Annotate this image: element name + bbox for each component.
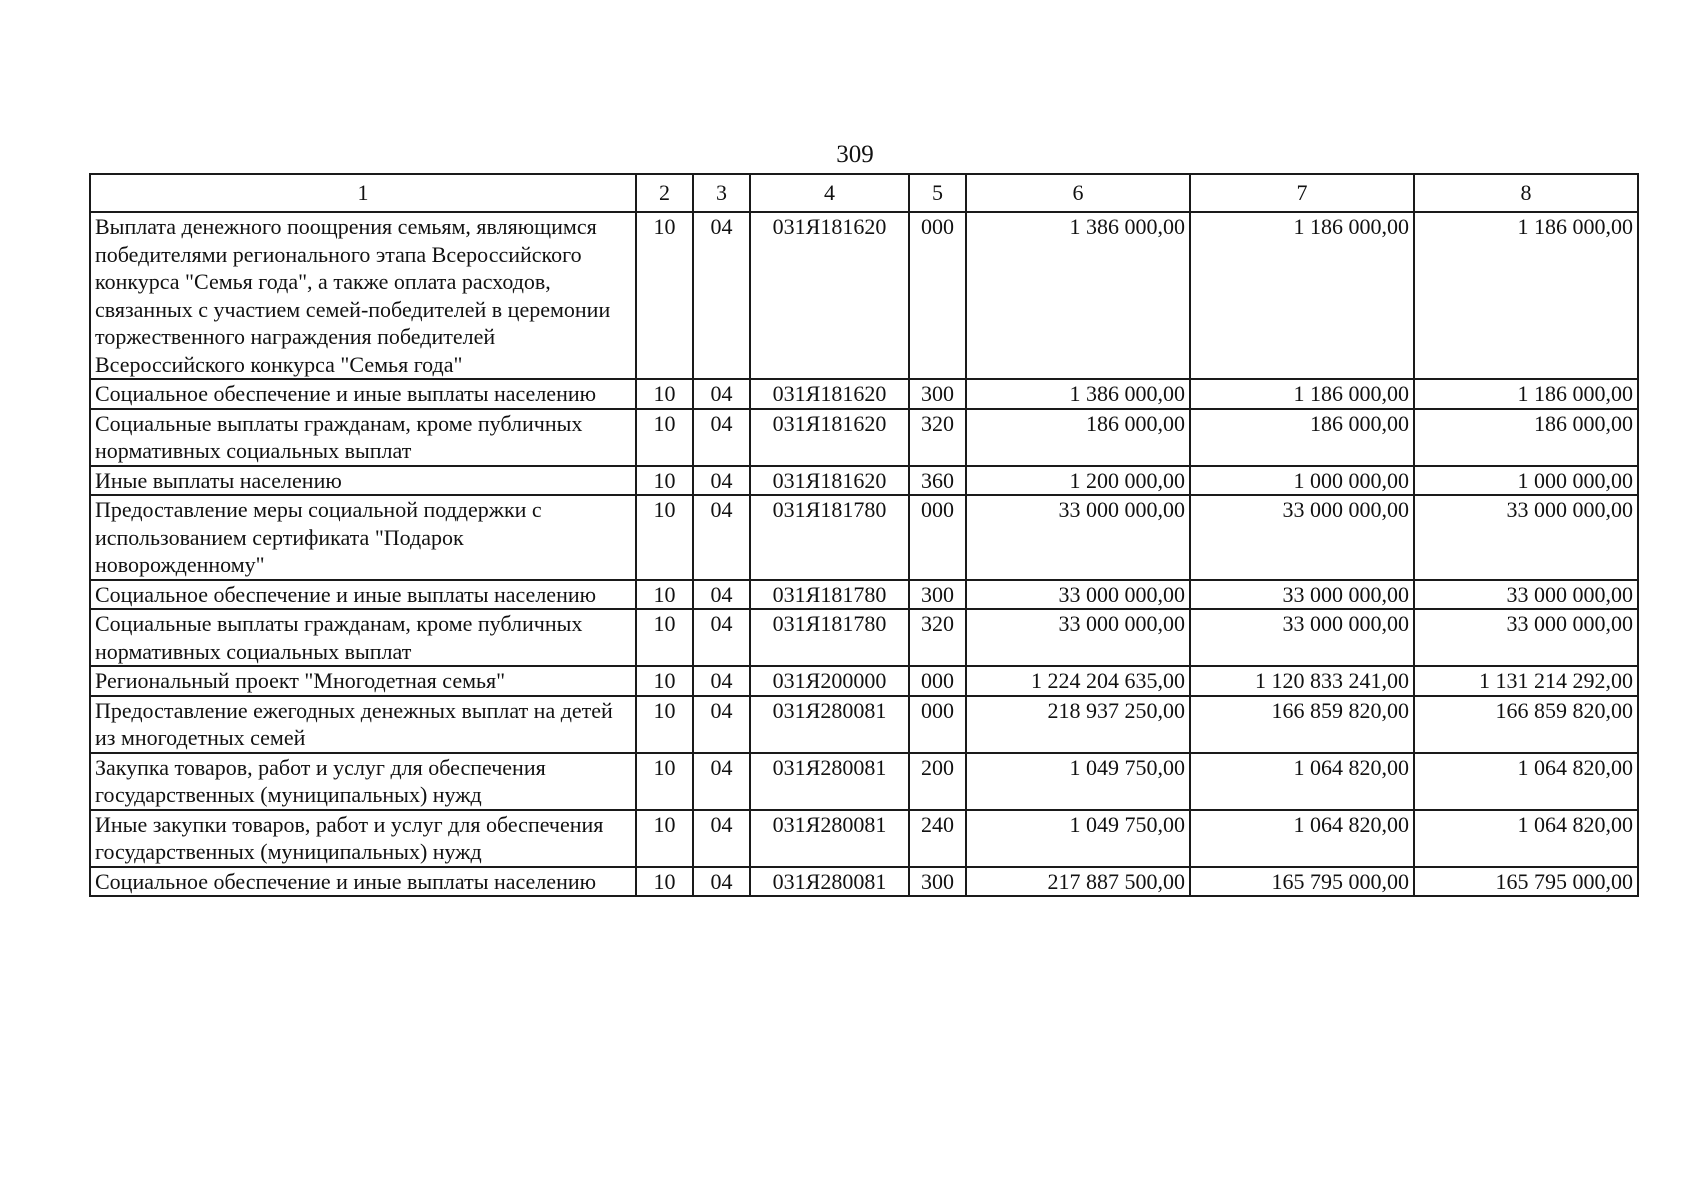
row-name: Региональный проект "Многодетная семья": [90, 666, 636, 696]
amount-col7: 186 000,00: [1190, 409, 1414, 466]
target-article-code: 031Я181620: [750, 212, 909, 379]
amount-col6: 1 049 750,00: [966, 810, 1190, 867]
section-code: 10: [636, 867, 693, 897]
expense-type-code: 320: [909, 609, 966, 666]
target-article-code: 031Я280081: [750, 696, 909, 753]
column-header: 6: [966, 174, 1190, 212]
table-row: [90, 867, 1638, 897]
amount-col8: 1 064 820,00: [1414, 753, 1638, 810]
row-name: Социальные выплаты гражданам, кроме публичных нормативных социальных выплат: [90, 409, 636, 466]
row-name: Социальное обеспечение и иные выплаты населению: [90, 867, 636, 897]
table-row: [90, 466, 1638, 496]
table-row: [90, 495, 1638, 580]
subsection-code: 04: [693, 666, 750, 696]
expense-type-code: 320: [909, 409, 966, 466]
expense-type-code: 300: [909, 867, 966, 897]
subsection-code: 04: [693, 696, 750, 753]
row-name: Социальное обеспечение и иные выплаты населению: [90, 580, 636, 610]
subsection-code: 04: [693, 379, 750, 409]
subsection-code: 04: [693, 212, 750, 379]
column-header: 5: [909, 174, 966, 212]
expense-type-code: 000: [909, 666, 966, 696]
row-name: Социальные выплаты гражданам, кроме публичных нормативных социальных выплат: [90, 609, 636, 666]
row-name: Иные выплаты населению: [90, 466, 636, 496]
section-code: 10: [636, 409, 693, 466]
amount-col8: 1 186 000,00: [1414, 379, 1638, 409]
column-header: 2: [636, 174, 693, 212]
amount-col8: 186 000,00: [1414, 409, 1638, 466]
section-code: 10: [636, 609, 693, 666]
row-name: Предоставление меры социальной поддержки с использованием сертификата "Подарок новорожденному": [90, 495, 636, 580]
table-row: [90, 810, 1638, 867]
amount-col7: 166 859 820,00: [1190, 696, 1414, 753]
table-row: [90, 753, 1638, 810]
amount-col8: 33 000 000,00: [1414, 609, 1638, 666]
subsection-code: 04: [693, 495, 750, 580]
amount-col6: 217 887 500,00: [966, 867, 1190, 897]
table-row: [90, 379, 1638, 409]
expense-type-code: 200: [909, 753, 966, 810]
section-code: 10: [636, 212, 693, 379]
column-header: 4: [750, 174, 909, 212]
amount-col6: 1 049 750,00: [966, 753, 1190, 810]
expense-type-code: 300: [909, 580, 966, 610]
subsection-code: 04: [693, 580, 750, 610]
amount-col6: 33 000 000,00: [966, 580, 1190, 610]
amount-col6: 218 937 250,00: [966, 696, 1190, 753]
section-code: 10: [636, 810, 693, 867]
section-code: 10: [636, 495, 693, 580]
amount-col7: 1 000 000,00: [1190, 466, 1414, 496]
subsection-code: 04: [693, 867, 750, 897]
amount-col8: 165 795 000,00: [1414, 867, 1638, 897]
amount-col7: 33 000 000,00: [1190, 495, 1414, 580]
amount-col8: 33 000 000,00: [1414, 495, 1638, 580]
table-row: [90, 609, 1638, 666]
amount-col6: 1 386 000,00: [966, 379, 1190, 409]
target-article-code: 031Я181780: [750, 580, 909, 610]
row-name: Социальное обеспечение и иные выплаты населению: [90, 379, 636, 409]
column-header: 8: [1414, 174, 1638, 212]
amount-col8: 33 000 000,00: [1414, 580, 1638, 610]
table-row: [90, 696, 1638, 753]
amount-col8: 1 064 820,00: [1414, 810, 1638, 867]
subsection-code: 04: [693, 810, 750, 867]
amount-col8: 1 186 000,00: [1414, 212, 1638, 379]
target-article-code: 031Я181620: [750, 466, 909, 496]
target-article-code: 031Я280081: [750, 867, 909, 897]
column-header: 3: [693, 174, 750, 212]
amount-col8: 166 859 820,00: [1414, 696, 1638, 753]
amount-col7: 1 186 000,00: [1190, 379, 1414, 409]
amount-col6: 1 386 000,00: [966, 212, 1190, 379]
amount-col6: 33 000 000,00: [966, 495, 1190, 580]
section-code: 10: [636, 466, 693, 496]
expense-type-code: 000: [909, 495, 966, 580]
subsection-code: 04: [693, 466, 750, 496]
expense-type-code: 240: [909, 810, 966, 867]
expense-type-code: 000: [909, 212, 966, 379]
expense-type-code: 300: [909, 379, 966, 409]
amount-col6: 186 000,00: [966, 409, 1190, 466]
amount-col7: 1 064 820,00: [1190, 753, 1414, 810]
section-code: 10: [636, 379, 693, 409]
section-code: 10: [636, 580, 693, 610]
column-header: 1: [90, 174, 636, 212]
amount-col7: 1 120 833 241,00: [1190, 666, 1414, 696]
table-row: [90, 666, 1638, 696]
subsection-code: 04: [693, 753, 750, 810]
table-row: [90, 580, 1638, 610]
section-code: 10: [636, 753, 693, 810]
amount-col6: 1 200 000,00: [966, 466, 1190, 496]
amount-col6: 1 224 204 635,00: [966, 666, 1190, 696]
target-article-code: 031Я181780: [750, 495, 909, 580]
target-article-code: 031Я181620: [750, 379, 909, 409]
table-row: [90, 409, 1638, 466]
row-name: Закупка товаров, работ и услуг для обеспечения государственных (муниципальных) нужд: [90, 753, 636, 810]
subsection-code: 04: [693, 409, 750, 466]
amount-col6: 33 000 000,00: [966, 609, 1190, 666]
budget-table: [89, 173, 1639, 897]
amount-col8: 1 131 214 292,00: [1414, 666, 1638, 696]
amount-col7: 1 064 820,00: [1190, 810, 1414, 867]
section-code: 10: [636, 666, 693, 696]
page-number: 309: [836, 141, 874, 168]
target-article-code: 031Я200000: [750, 666, 909, 696]
target-article-code: 031Я181620: [750, 409, 909, 466]
expense-type-code: 000: [909, 696, 966, 753]
table-row: [90, 212, 1638, 379]
amount-col8: 1 000 000,00: [1414, 466, 1638, 496]
amount-col7: 165 795 000,00: [1190, 867, 1414, 897]
subsection-code: 04: [693, 609, 750, 666]
target-article-code: 031Я280081: [750, 753, 909, 810]
expense-type-code: 360: [909, 466, 966, 496]
section-code: 10: [636, 696, 693, 753]
target-article-code: 031Я181780: [750, 609, 909, 666]
header-row: [90, 174, 1638, 212]
amount-col7: 33 000 000,00: [1190, 580, 1414, 610]
row-name: Иные закупки товаров, работ и услуг для обеспечения государственных (муниципальных) нужд: [90, 810, 636, 867]
row-name: Предоставление ежегодных денежных выплат на детей из многодетных семей: [90, 696, 636, 753]
column-header: 7: [1190, 174, 1414, 212]
target-article-code: 031Я280081: [750, 810, 909, 867]
amount-col7: 1 186 000,00: [1190, 212, 1414, 379]
amount-col7: 33 000 000,00: [1190, 609, 1414, 666]
row-name: Выплата денежного поощрения семьям, являющимся победителями регионального этапа Всероссийского конкурса "Семья года", а также оплата расходов, связанных с участием семей-победителей в церемонии торжественного награждения победителей Всероссийского конкурса "Семья года": [90, 212, 636, 379]
